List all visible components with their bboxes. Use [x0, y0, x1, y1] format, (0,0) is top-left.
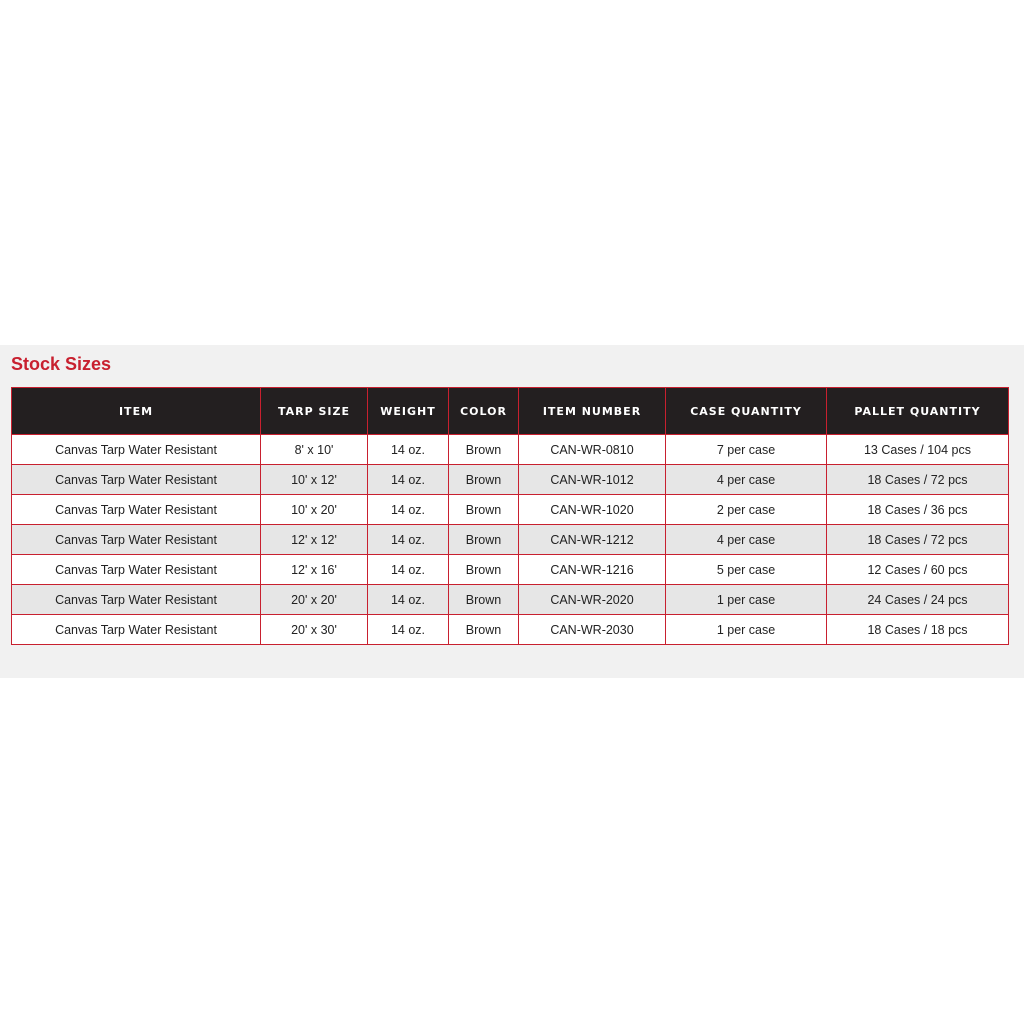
cell-case-quantity: 5 per case [666, 555, 827, 585]
cell-item: Canvas Tarp Water Resistant [12, 525, 261, 555]
table-row [12, 435, 1009, 465]
cell-pallet-quantity: 13 Cases / 104 pcs [827, 435, 1009, 465]
cell-tarp-size: 20' x 30' [261, 615, 368, 645]
cell-weight: 14 oz. [368, 465, 449, 495]
cell-weight: 14 oz. [368, 525, 449, 555]
cell-tarp-size: 10' x 12' [261, 465, 368, 495]
cell-case-quantity: 4 per case [666, 525, 827, 555]
cell-weight: 14 oz. [368, 435, 449, 465]
table-row [12, 465, 1009, 495]
column-header-tarp-size: TARP SIZE [261, 388, 368, 435]
cell-pallet-quantity: 18 Cases / 72 pcs [827, 465, 1009, 495]
cell-tarp-size: 12' x 16' [261, 555, 368, 585]
table-header-row [12, 388, 1009, 435]
cell-case-quantity: 4 per case [666, 465, 827, 495]
cell-pallet-quantity: 12 Cases / 60 pcs [827, 555, 1009, 585]
cell-weight: 14 oz. [368, 555, 449, 585]
cell-item: Canvas Tarp Water Resistant [12, 495, 261, 525]
cell-pallet-quantity: 24 Cases / 24 pcs [827, 585, 1009, 615]
cell-color: Brown [449, 555, 519, 585]
cell-tarp-size: 20' x 20' [261, 585, 368, 615]
cell-pallet-quantity: 18 Cases / 18 pcs [827, 615, 1009, 645]
cell-item: Canvas Tarp Water Resistant [12, 435, 261, 465]
cell-weight: 14 oz. [368, 615, 449, 645]
stock-sizes-table [11, 387, 1009, 645]
cell-color: Brown [449, 525, 519, 555]
section-title: Stock Sizes [11, 354, 112, 374]
column-header-color: COLOR [449, 388, 519, 435]
cell-color: Brown [449, 435, 519, 465]
cell-pallet-quantity: 18 Cases / 72 pcs [827, 525, 1009, 555]
cell-item: Canvas Tarp Water Resistant [12, 465, 261, 495]
cell-pallet-quantity: 18 Cases / 36 pcs [827, 495, 1009, 525]
column-header-pallet-quantity: PALLET QUANTITY [827, 388, 1009, 435]
cell-item: Canvas Tarp Water Resistant [12, 615, 261, 645]
cell-case-quantity: 7 per case [666, 435, 827, 465]
column-header-case-quantity: CASE QUANTITY [666, 388, 827, 435]
table-row [12, 615, 1009, 645]
column-header-item-number: ITEM NUMBER [519, 388, 666, 435]
cell-item-number: CAN-WR-1216 [519, 555, 666, 585]
cell-item-number: CAN-WR-1020 [519, 495, 666, 525]
table-row [12, 585, 1009, 615]
cell-color: Brown [449, 585, 519, 615]
cell-tarp-size: 12' x 12' [261, 525, 368, 555]
table-row [12, 525, 1009, 555]
table-row [12, 555, 1009, 585]
cell-item-number: CAN-WR-2030 [519, 615, 666, 645]
cell-color: Brown [449, 465, 519, 495]
cell-item: Canvas Tarp Water Resistant [12, 555, 261, 585]
column-header-item: ITEM [12, 388, 261, 435]
cell-item: Canvas Tarp Water Resistant [12, 585, 261, 615]
cell-color: Brown [449, 615, 519, 645]
cell-item-number: CAN-WR-1012 [519, 465, 666, 495]
cell-tarp-size: 8' x 10' [261, 435, 368, 465]
column-header-weight: WEIGHT [368, 388, 449, 435]
cell-weight: 14 oz. [368, 585, 449, 615]
cell-case-quantity: 1 per case [666, 585, 827, 615]
cell-weight: 14 oz. [368, 495, 449, 525]
cell-tarp-size: 10' x 20' [261, 495, 368, 525]
cell-case-quantity: 1 per case [666, 615, 827, 645]
cell-item-number: CAN-WR-1212 [519, 525, 666, 555]
cell-color: Brown [449, 495, 519, 525]
table-row [12, 495, 1009, 525]
cell-item-number: CAN-WR-2020 [519, 585, 666, 615]
cell-item-number: CAN-WR-0810 [519, 435, 666, 465]
cell-case-quantity: 2 per case [666, 495, 827, 525]
